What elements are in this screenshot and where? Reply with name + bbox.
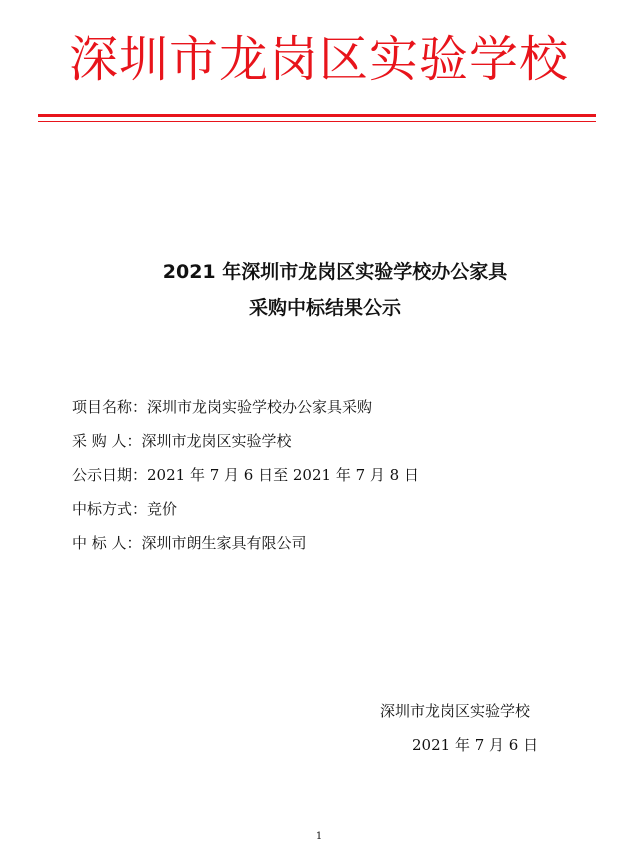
field-purchaser (72, 430, 419, 464)
field-project-name (72, 396, 419, 430)
letterhead-rule-thin (38, 121, 596, 122)
letterhead-rule-thick (38, 114, 596, 117)
signature-organization: 深圳市龙岗区实验学校 (380, 702, 531, 720)
field-value: 竞价 (147, 500, 178, 518)
field-label: 公示日期： (72, 466, 148, 484)
signature-date: 2021 年 7 月 6 日 (412, 736, 539, 754)
field-label: 项目名称： (72, 398, 148, 416)
field-label: 采 购 人： (72, 432, 142, 450)
page-number: 1 (315, 831, 323, 842)
letterhead-title: 深圳市龙岗区实验学校 (68, 31, 569, 88)
field-value: 深圳市朗生家具有限公司 (141, 534, 307, 552)
field-label: 中 标 人： (72, 534, 142, 552)
field-winning-bidder (72, 532, 419, 566)
field-label: 中标方式： (72, 500, 148, 518)
field-value: 深圳市龙岗区实验学校 (141, 432, 292, 450)
field-publicity-date (72, 464, 419, 498)
announcement-fields (72, 396, 419, 566)
field-value: 深圳市龙岗实验学校办公家具采购 (147, 398, 373, 416)
document-title-line2: 采购中标结果公示 (248, 297, 401, 319)
document-title-line1: 2021 年深圳市龙岗区实验学校办公家具 (162, 261, 508, 283)
field-bid-method (72, 498, 419, 532)
field-value: 2021 年 7 月 6 日至 2021 年 7 月 8 日 (147, 466, 419, 484)
